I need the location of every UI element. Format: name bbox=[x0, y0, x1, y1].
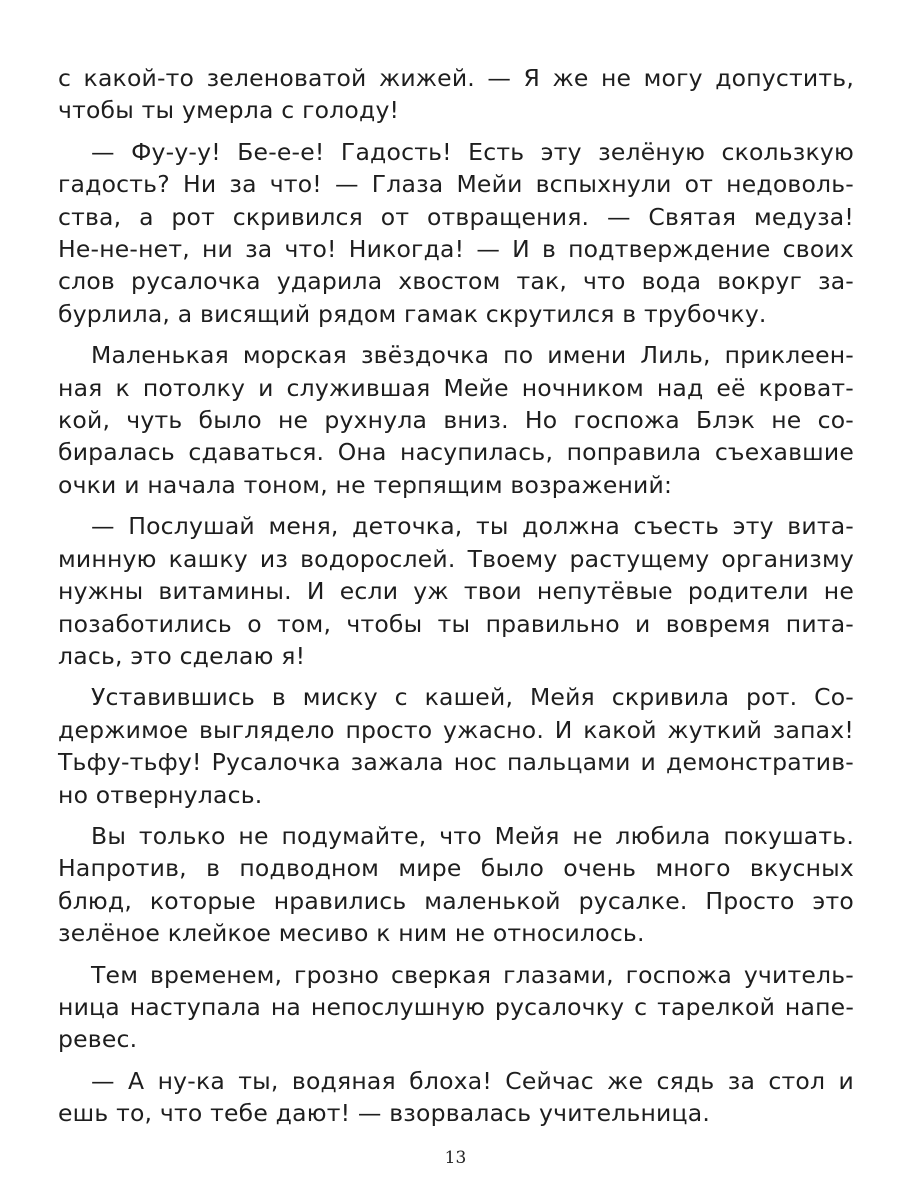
text-line: ница наступала на непослушную русалочку с тарелкой напе- bbox=[58, 992, 854, 1021]
text-line: ревес. bbox=[58, 1025, 138, 1054]
text-line: позаботились о том, чтобы ты правильно и вовремя пита- bbox=[58, 609, 854, 638]
paragraph bbox=[58, 681, 854, 811]
text-line: — Послушай меня, деточка, ты должна съесть эту вита- bbox=[91, 512, 854, 541]
text-line: Маленькая морская звёздочка по имени Лиль, приклеен- bbox=[91, 341, 854, 370]
text-line: гадость? Ни за что! — Глаза Мейи вспыхнули от недоволь- bbox=[58, 170, 854, 199]
paragraph bbox=[58, 510, 854, 672]
text-line: Не-не-нет, ни за что! Никогда! — И в подтверждение своих bbox=[58, 235, 854, 264]
text-line: нужны витамины. И если уж твои непутёвые родители не bbox=[58, 577, 854, 606]
page-number: 13 bbox=[444, 1148, 467, 1168]
text-line: ная к потолку и служившая Мейе ночником над её кроват- bbox=[58, 373, 854, 402]
text-line: слов русалочка ударила хвостом так, что вода вокруг за- bbox=[58, 267, 854, 296]
text-line: минную кашку из водорослей. Твоему растущему организму bbox=[58, 544, 854, 573]
text-line: блюд, которые нравились маленькой русалке. Просто это bbox=[58, 886, 854, 915]
text-line: — Фу-у-у! Бе-е-е! Гадость! Есть эту зелёную скользкую bbox=[91, 137, 854, 166]
paragraph bbox=[58, 339, 854, 501]
text-line: — А ну-ка ты, водяная блоха! Сейчас же сядь за стол и bbox=[91, 1066, 854, 1095]
text-line: ешь то, что тебе дают! — взорвалась учительница. bbox=[58, 1099, 710, 1128]
text-line: зелёное клейкое месиво к ним не относилось. bbox=[58, 919, 645, 948]
text-line: Напротив, в подводном мире было очень много вкусных bbox=[58, 854, 854, 883]
paragraph bbox=[58, 820, 854, 950]
text-line: держимое выглядело просто ужасно. И какой жуткий запах! bbox=[58, 715, 854, 744]
text-line: Уставившись в миску с кашей, Мейя скривила рот. Со- bbox=[91, 683, 854, 712]
paragraph bbox=[58, 959, 854, 1056]
text-line: Тьфу-тьфу! Русалочка зажала нос пальцами и демонстратив- bbox=[58, 748, 854, 777]
paragraph bbox=[58, 1065, 854, 1130]
text-line: кой, чуть было не рухнула вниз. Но госпожа Блэк не со- bbox=[58, 406, 854, 435]
paragraph bbox=[58, 62, 854, 127]
text-line: очки и начала тоном, не терпящим возражений: bbox=[58, 470, 673, 499]
text-line: бурлила, а висящий рядом гамак скрутился в трубочку. bbox=[58, 299, 767, 328]
text-line: лась, это сделаю я! bbox=[58, 641, 306, 670]
text-line: биралась сдаваться. Она насупилась, поправила съехавшие bbox=[58, 438, 854, 467]
text-line: Тем временем, грозно сверкая глазами, госпожа учитель- bbox=[91, 960, 854, 989]
paragraph bbox=[58, 136, 854, 330]
text-line: с какой-то зеленоватой жижей. — Я же не могу допустить, bbox=[58, 64, 854, 92]
text-line: ства, а рот скривился от отвращения. — Святая медуза! bbox=[58, 202, 854, 231]
text-line: Вы только не подумайте, что Мейя не любила покушать. bbox=[91, 821, 854, 850]
page-body bbox=[58, 62, 854, 1139]
text-line: но отвернулась. bbox=[58, 780, 263, 809]
text-line: чтобы ты умерла с голоду! bbox=[58, 96, 400, 125]
